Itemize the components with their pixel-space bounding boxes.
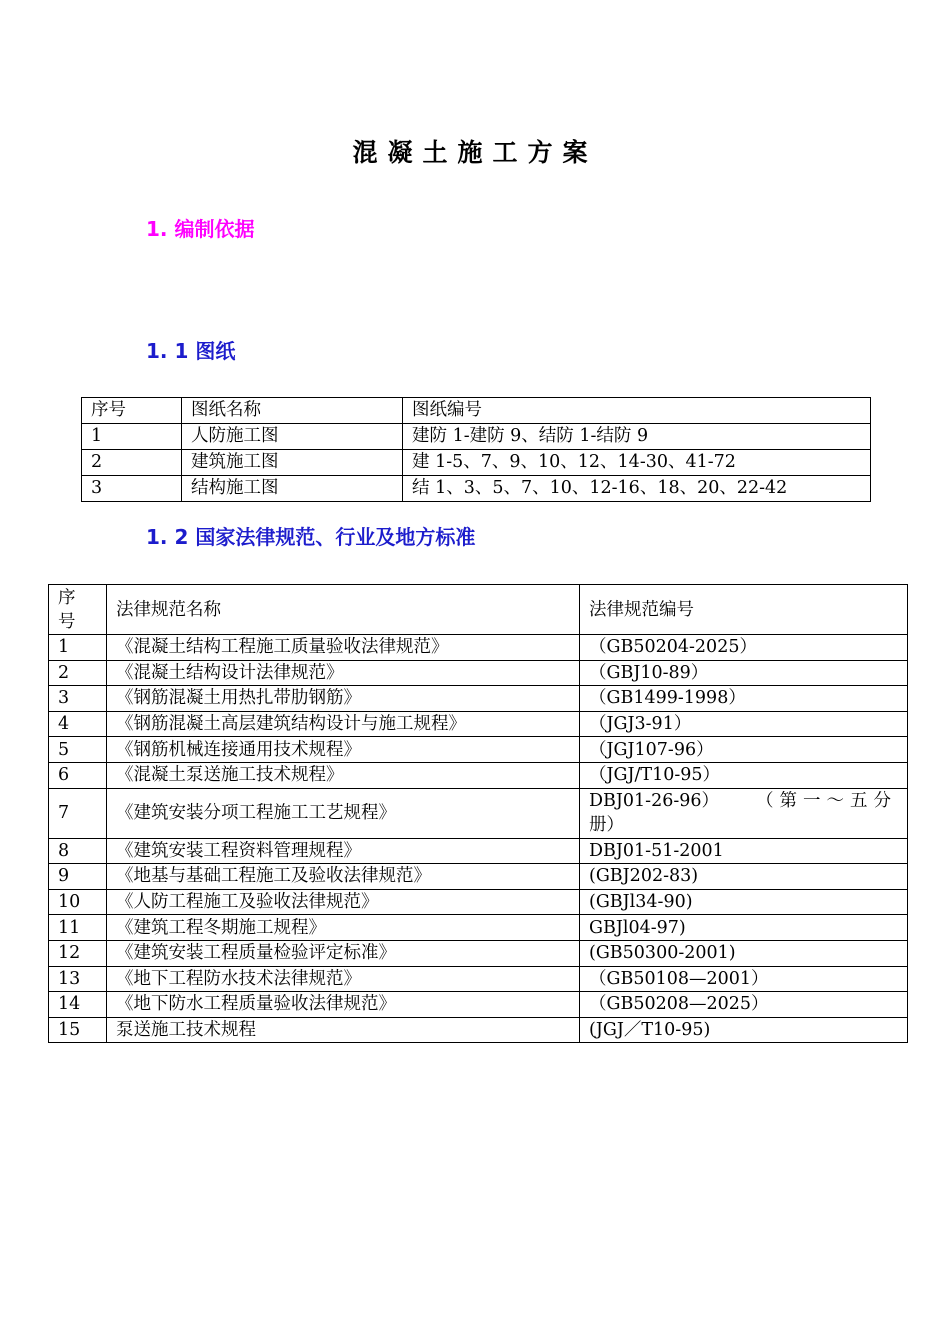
table-cell: (GBJl34-90)	[580, 889, 908, 915]
table-cell: 建筑施工图	[182, 450, 403, 476]
table-row	[49, 788, 908, 838]
table-cell: 《钢筋机械连接通用技术规程》	[107, 737, 580, 763]
section-heading-1: 1. 编制依据	[146, 217, 255, 241]
header-cell	[49, 585, 107, 635]
table-row	[49, 889, 908, 915]
table-cell: (GBJ202-83)	[580, 864, 908, 890]
table-cell: （GB50108—2001）	[580, 966, 908, 992]
table-cell: 1	[82, 424, 182, 450]
table-cell: 建 1-5、7、9、10、12、14-30、41-72	[403, 450, 871, 476]
table-cell: 结 1、3、5、7、10、12-16、18、20、22-42	[403, 476, 871, 502]
table-cell: 14	[49, 992, 107, 1018]
table-row	[82, 450, 871, 476]
table-cell: （JGJ3-91）	[580, 711, 908, 737]
table-cell: 11	[49, 915, 107, 941]
table-cell: 4	[49, 711, 107, 737]
table-row	[49, 838, 908, 864]
header-no-line2: 号	[58, 611, 76, 632]
table-cell: 《地下工程防水技术法律规范》	[107, 966, 580, 992]
table-cell: 人防施工图	[182, 424, 403, 450]
table-cell: DBJ01-51-2001	[580, 838, 908, 864]
table-cell: 《混凝土泵送施工技术规程》	[107, 762, 580, 788]
page-title: 混凝土施工方案	[352, 138, 598, 167]
table-cell: （GB1499-1998）	[580, 686, 908, 712]
table-cell: 12	[49, 940, 107, 966]
code-part-a: DBJ01-26-96）	[589, 791, 720, 812]
table-cell: 《钢筋混凝土高层建筑结构设计与施工规程》	[107, 711, 580, 737]
table-cell: 结构施工图	[182, 476, 403, 502]
section-heading-1-2: 1. 2 国家法律规范、行业及地方标准	[146, 525, 476, 549]
header-cell: 法律规范编号	[580, 585, 908, 635]
table-header-row	[49, 585, 908, 635]
table-cell: 10	[49, 889, 107, 915]
table-cell: 2	[49, 660, 107, 686]
table-row	[49, 737, 908, 763]
code-line-2: 册）	[589, 815, 624, 836]
table-cell: 《建筑安装分项工程施工工艺规程》	[107, 788, 580, 838]
table-cell: 《地下防水工程质量验收法律规范》	[107, 992, 580, 1018]
table-cell: 15	[49, 1017, 107, 1043]
table-cell: 1	[49, 635, 107, 661]
table-cell: 建防 1-建防 9、结防 1-结防 9	[403, 424, 871, 450]
table-row	[49, 992, 908, 1018]
header-cell: 图纸编号	[403, 398, 871, 424]
table-row	[49, 635, 908, 661]
table-cell: 《混凝土结构设计法律规范》	[107, 660, 580, 686]
table-cell: 3	[49, 686, 107, 712]
table-cell: 3	[82, 476, 182, 502]
table-cell: （GB50208—2025）	[580, 992, 908, 1018]
table-row	[49, 940, 908, 966]
table-cell: 泵送施工技术规程	[107, 1017, 580, 1043]
table-cell	[580, 788, 908, 838]
table-cell: 《地基与基础工程施工及验收法律规范》	[107, 864, 580, 890]
table-cell: 2	[82, 450, 182, 476]
table-row	[49, 966, 908, 992]
table-cell: 13	[49, 966, 107, 992]
table-cell: （JGJ107-96）	[580, 737, 908, 763]
drawings-table	[81, 397, 871, 502]
table-cell: （JGJ/T10-95）	[580, 762, 908, 788]
table-cell: 《建筑安装工程质量检验评定标准》	[107, 940, 580, 966]
table-row	[49, 711, 908, 737]
table-row	[49, 915, 908, 941]
table-cell: （GBJ10-89）	[580, 660, 908, 686]
code-part-b: （第一～五分	[756, 791, 897, 812]
section-heading-1-1: 1. 1 图纸	[146, 339, 236, 363]
table-cell: 《钢筋混凝土用热扎带肋钢筋》	[107, 686, 580, 712]
codes-table	[48, 584, 908, 1043]
header-cell: 法律规范名称	[107, 585, 580, 635]
table-cell: （GB50204-2025）	[580, 635, 908, 661]
table-cell: 《建筑安装工程资料管理规程》	[107, 838, 580, 864]
table-row	[82, 476, 871, 502]
header-cell: 序号	[82, 398, 182, 424]
table-row	[49, 686, 908, 712]
table-cell: (GB50300-2001)	[580, 940, 908, 966]
table-cell: 9	[49, 864, 107, 890]
table-cell: 6	[49, 762, 107, 788]
header-cell: 图纸名称	[182, 398, 403, 424]
table-cell: 《人防工程施工及验收法律规范》	[107, 889, 580, 915]
table-cell: (JGJ／T10-95)	[580, 1017, 908, 1043]
table-header-row	[82, 398, 871, 424]
table-cell: GBJl04-97)	[580, 915, 908, 941]
table-row	[49, 864, 908, 890]
header-no-line1: 序	[58, 587, 76, 608]
code-line-1	[589, 789, 907, 813]
table-cell: 《建筑工程冬期施工规程》	[107, 915, 580, 941]
table-cell: 8	[49, 838, 107, 864]
table-cell: 《混凝土结构工程施工质量验收法律规范》	[107, 635, 580, 661]
table-row	[82, 424, 871, 450]
table-row	[49, 762, 908, 788]
table-row	[49, 1017, 908, 1043]
table-row	[49, 660, 908, 686]
table-cell: 7	[49, 788, 107, 838]
table-cell: 5	[49, 737, 107, 763]
